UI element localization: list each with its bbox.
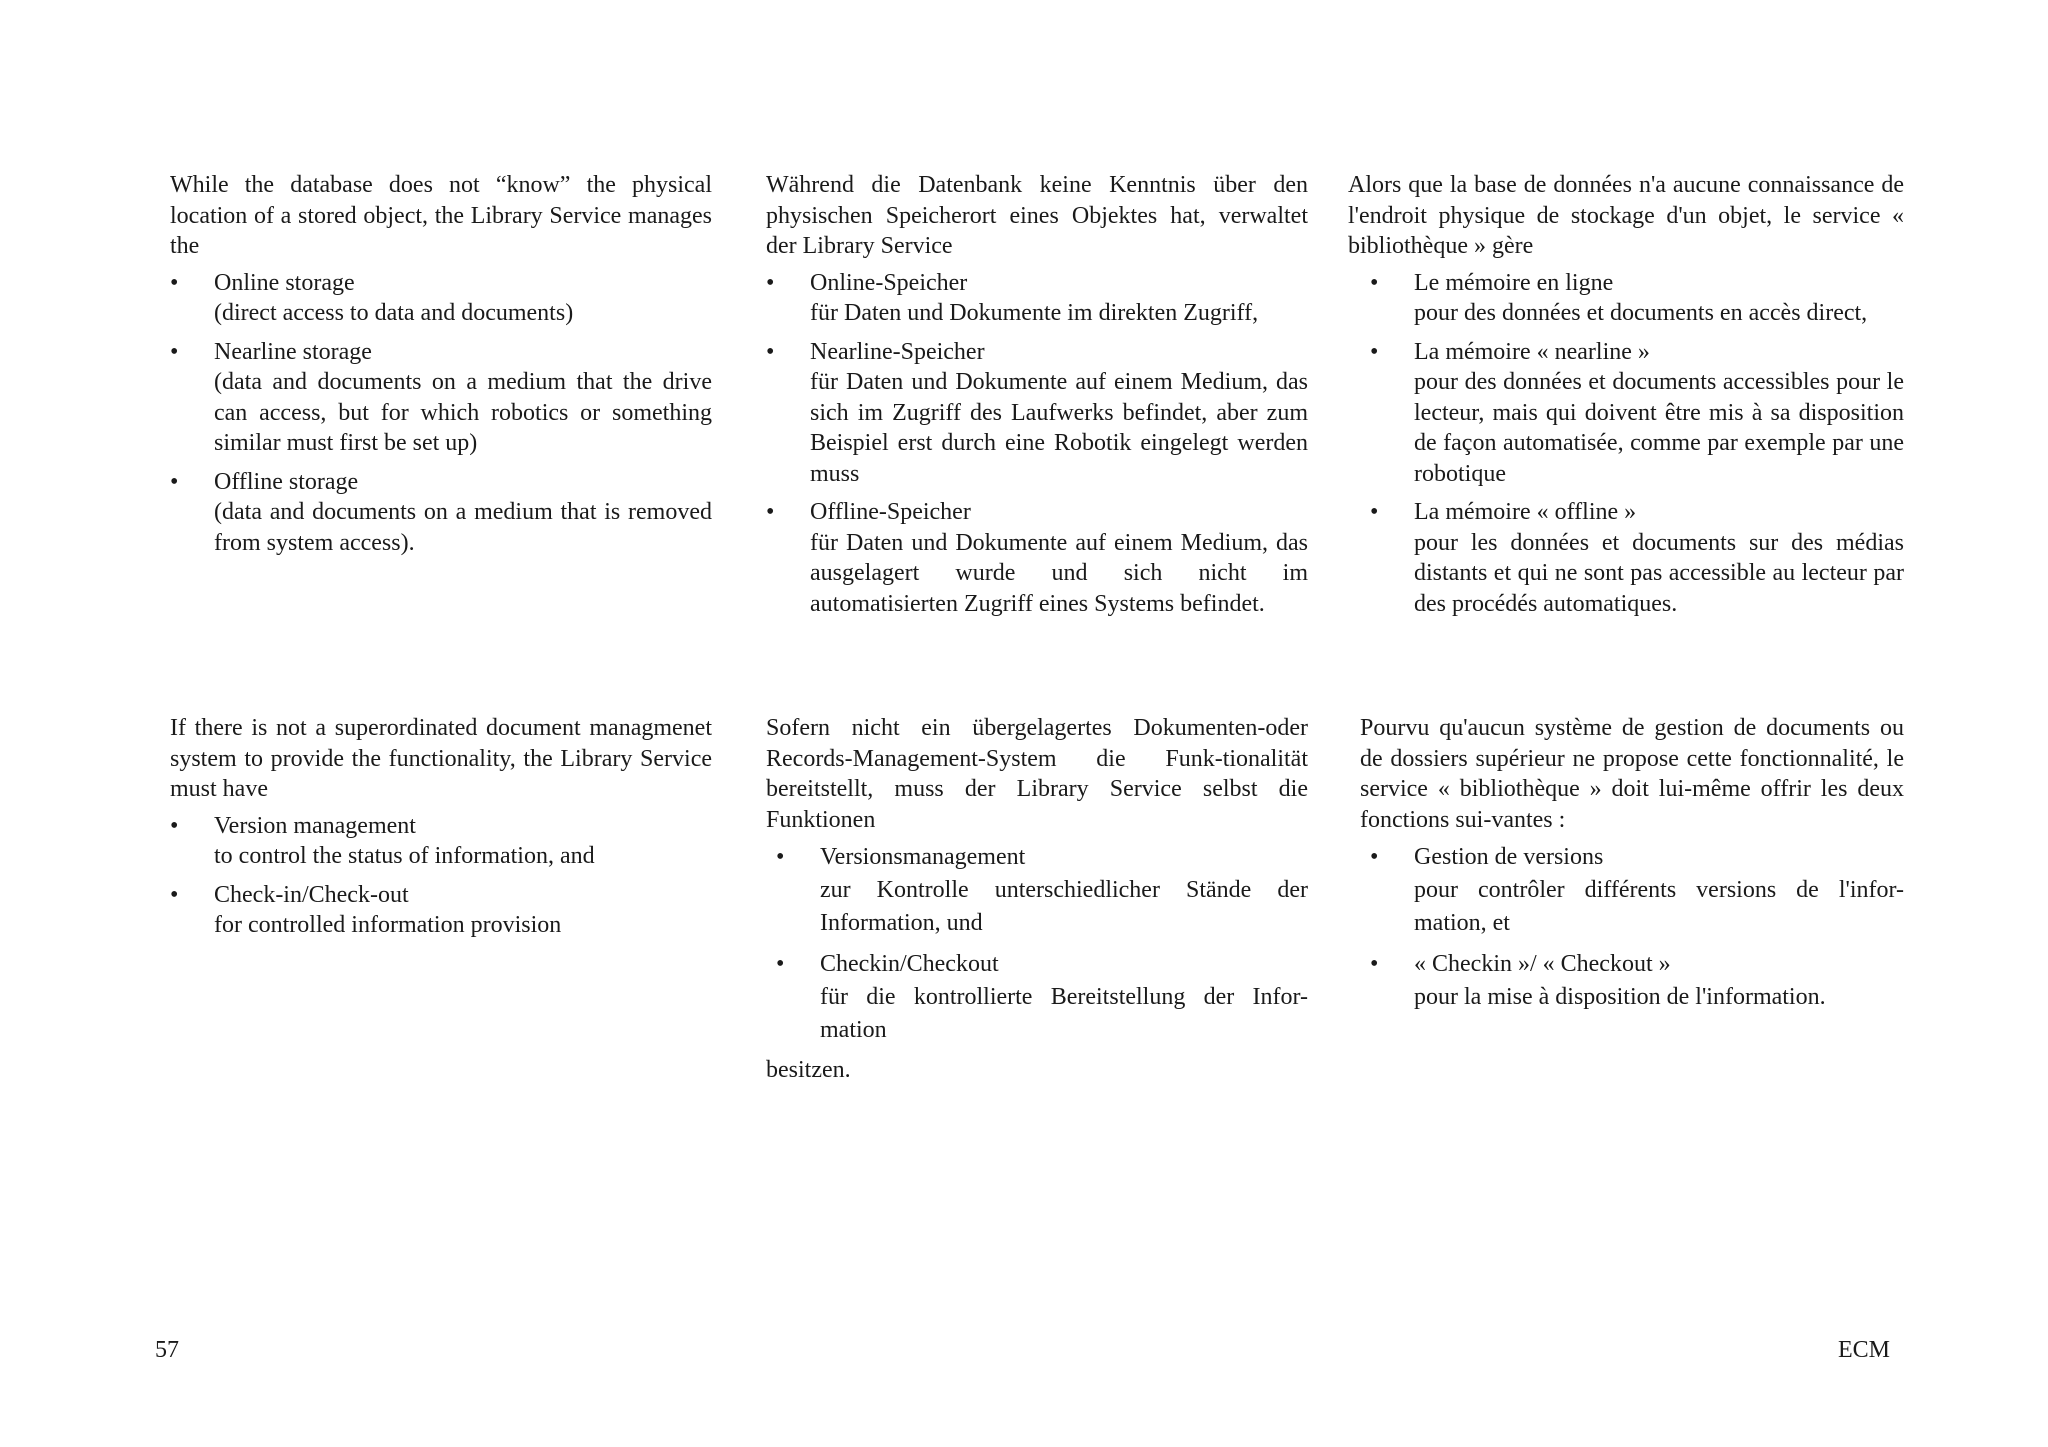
column-german-versioning — [766, 713, 1308, 1086]
page-number: 57 — [155, 1337, 179, 1363]
list-item: • Versionsmanagement zur Kontrolle unterschiedlicher Stände der Information, und — [776, 841, 1308, 940]
bullet-icon: • — [1370, 499, 1379, 525]
intro-paragraph: Alors que la base de données n'a aucune connaissance de l'endroit physique de stockage d'un objet, le service « bibliothèque » gère — [1348, 172, 1904, 259]
column-german-storage — [766, 170, 1308, 627]
bullet-icon: • — [170, 269, 179, 296]
bullet-icon: • — [1370, 269, 1379, 296]
list-item: • Nearline-Speicher für Daten und Dokumente auf einem Medium, das sich im Zugriff des Laufwerks befindet, aber zum Beispiel erst durch eine Robotik eingelegt werden muss — [766, 338, 1308, 487]
bullet-list — [1360, 841, 1904, 1014]
list-item: • Online-Speicher für Daten und Dokumente im direkten Zugriff, — [766, 269, 1259, 326]
bullet-icon: • — [1370, 338, 1379, 365]
list-item: • « Checkin »/ « Checkout » pour la mise à disposition de l'information. — [1370, 948, 1904, 1014]
list-item: • Nearline storage (data and documents on a medium that the drive can access, but for which robotics or something similar must first be set up) — [170, 338, 712, 456]
bullet-list — [766, 268, 1308, 620]
bullet-list — [170, 811, 712, 941]
column-french-versioning — [1360, 713, 1904, 1022]
list-item: • Offline storage (data and documents on a medium that is removed from system access). — [170, 468, 712, 556]
bullet-icon: • — [170, 812, 179, 839]
closing-word: besitzen. — [766, 1057, 851, 1083]
column-english-storage — [170, 170, 712, 566]
intro-paragraph: While the database does not “know” the physical location of a stored object, the Library Service manages the — [170, 172, 712, 259]
bullet-list — [766, 841, 1308, 1047]
list-item: • Le mémoire en ligne pour des données et documents en accès direct, — [1370, 269, 1868, 326]
footer-label: ECM — [1837, 1337, 1890, 1363]
bullet-list — [1348, 268, 1904, 620]
list-item: • Online storage (direct access to data and documents) — [170, 269, 574, 326]
bullet-icon: • — [776, 951, 785, 977]
list-item: • La mémoire « nearline » pour des données et documents accessibles pour le lecteur, mais qui doivent être mis à sa disposition de façon automatisée, comme par exemple par une robotique — [1370, 338, 1904, 487]
column-french-storage — [1348, 170, 1904, 627]
intro-paragraph: Während die Datenbank keine Kenntnis über den physischen Speicherort eines Objektes hat, verwaltet der Library Service — [766, 172, 1308, 259]
list-item: • Version management to control the status of information, and — [170, 812, 595, 869]
list-item: • Checkin/Checkout für die kontrollierte Bereitstellung der Infor-mation — [776, 948, 1308, 1047]
bullet-icon: • — [1370, 844, 1379, 870]
list-item: • Gestion de versions pour contrôler différents versions de l'infor-mation, et — [1370, 841, 1904, 940]
bullet-icon: • — [170, 468, 179, 495]
list-item: • Check-in/Check-out for controlled information provision — [170, 881, 562, 938]
bullet-icon: • — [766, 338, 775, 365]
intro-paragraph: Pourvu qu'aucun système de gestion de documents ou de dossiers supérieur ne propose cette fonctionnalité, le service « bibliothèque » doit lui-même offrir les deux fonctions sui-vantes : — [1360, 715, 1904, 833]
list-item: • Offline-Speicher für Daten und Dokumente auf einem Medium, das ausgelagert wurde und sich nicht im automatisierten Zugriff eines Systems befindet. — [766, 499, 1308, 617]
bullet-list — [170, 268, 712, 559]
bullet-icon: • — [170, 338, 179, 365]
column-english-versioning — [170, 713, 712, 949]
list-item: • La mémoire « offline » pour les données et documents sur des médias distants et qui ne sont pas accessible au lecteur par des procédés automatiques. — [1370, 499, 1904, 617]
bullet-icon: • — [170, 881, 179, 908]
intro-paragraph: If there is not a superordinated document managmenet system to provide the functionality, the Library Service must have — [170, 715, 712, 802]
bullet-icon: • — [776, 844, 785, 870]
bullet-icon: • — [766, 499, 775, 525]
bullet-icon: • — [1370, 951, 1379, 977]
bullet-icon: • — [766, 269, 775, 296]
intro-paragraph: Sofern nicht ein übergelagertes Dokumenten-oder Records-Management-System die Funk-tionalität bereitstellt, muss der Library Service selbst die Funktionen — [766, 715, 1308, 833]
